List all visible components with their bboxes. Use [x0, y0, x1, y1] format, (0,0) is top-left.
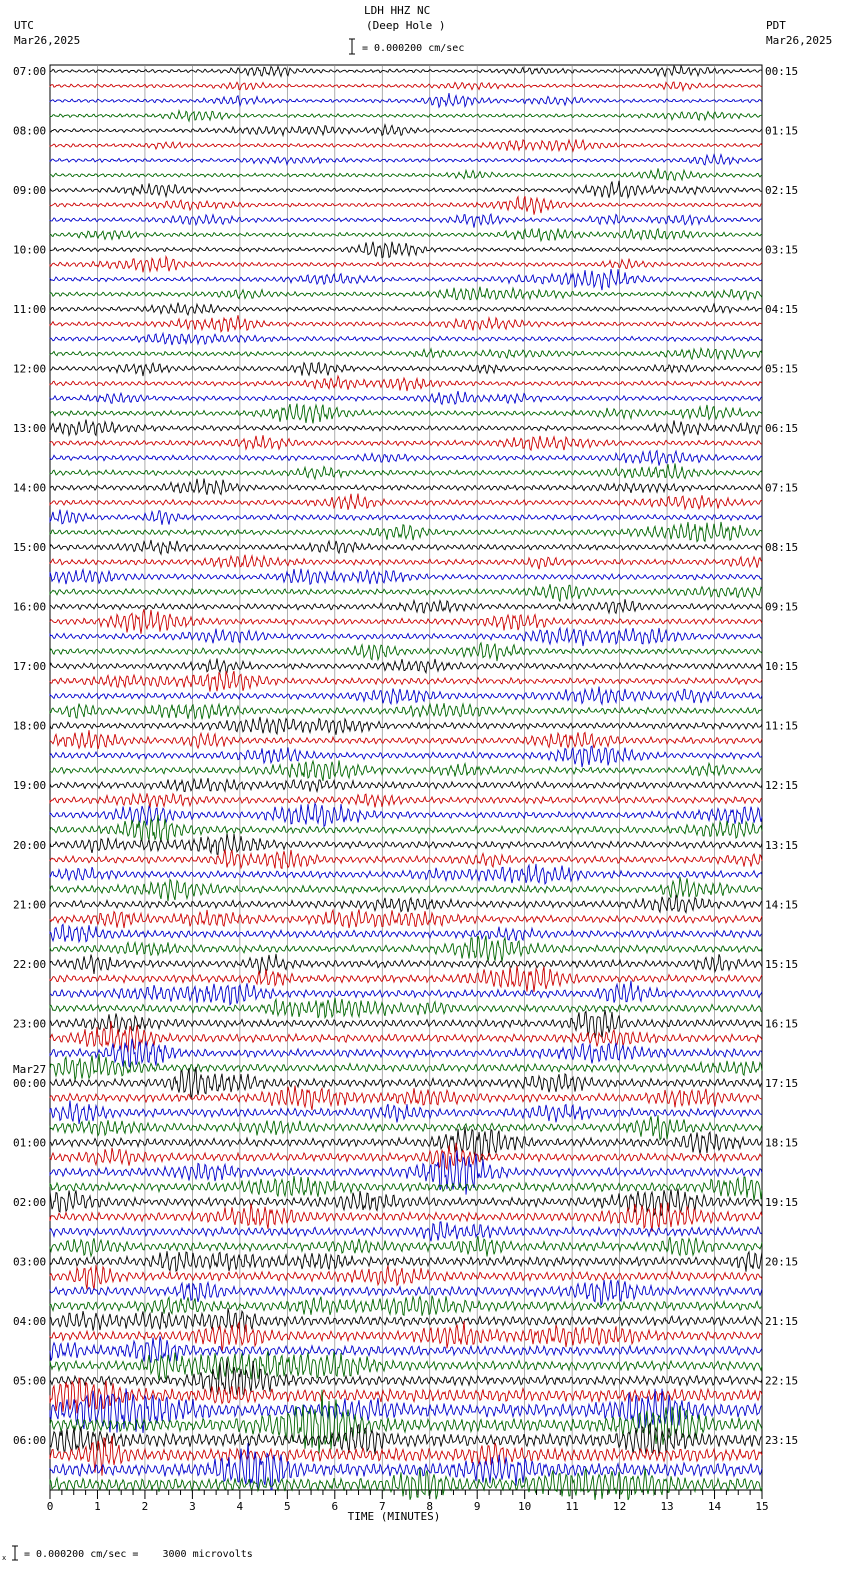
pdt-hour-label: 18:15: [765, 1136, 799, 1150]
utc-hour-label: 17:00: [13, 660, 47, 674]
trace-13: [50, 257, 762, 273]
trace-73: [50, 1143, 762, 1169]
trace-45: [50, 730, 762, 749]
trace-3: [50, 111, 762, 122]
x-tick-label: 6: [331, 1500, 339, 1513]
x-tick-label: 15: [755, 1500, 769, 1513]
trace-55: [50, 877, 762, 901]
x-tick-label: 11: [565, 1500, 579, 1513]
trace-28: [50, 479, 762, 495]
trace-52: [50, 834, 762, 855]
x-tick-label: 1: [94, 1500, 101, 1513]
trace-31: [50, 522, 762, 542]
trace-49: [50, 793, 762, 807]
trace-70: [50, 1101, 762, 1124]
trace-4: [50, 125, 762, 136]
trace-10: [50, 214, 762, 228]
trace-60: [50, 954, 762, 974]
trace-87: [50, 1351, 762, 1380]
x-tick-label: 13: [660, 1500, 674, 1513]
trace-79: [50, 1236, 762, 1256]
trace-36: [50, 599, 762, 613]
trace-61: [50, 966, 762, 993]
trace-6: [50, 155, 762, 165]
utc-hour-label: 04:00: [13, 1314, 47, 1328]
date-change-label: Mar27: [13, 1062, 47, 1076]
trace-83: [50, 1296, 762, 1316]
trace-41: [50, 671, 762, 692]
trace-78: [50, 1222, 762, 1242]
utc-hour-label: 05:00: [13, 1374, 47, 1388]
utc-hour-label: 23:00: [13, 1017, 47, 1031]
utc-hour-label: 18:00: [13, 719, 47, 733]
x-tick-label: 3: [189, 1500, 196, 1513]
pdt-hour-label: 12:15: [765, 779, 799, 793]
pdt-hour-label: 08:15: [765, 541, 799, 555]
trace-12: [50, 242, 762, 258]
trace-82: [50, 1280, 762, 1305]
x-tick-label: 4: [236, 1500, 244, 1513]
x-tick-label: 10: [518, 1500, 532, 1513]
trace-16: [50, 303, 762, 315]
trace-5: [50, 139, 762, 151]
utc-hour-label: 21:00: [13, 898, 47, 912]
trace-37: [50, 609, 762, 634]
trace-69: [50, 1086, 762, 1110]
trace-66: [50, 1039, 762, 1067]
pdt-hour-label: 13:15: [765, 838, 799, 852]
right-date: Mar26,2025: [766, 34, 833, 47]
x-tick-label: 12: [612, 1500, 627, 1513]
trace-62: [50, 981, 762, 1005]
trace-75: [50, 1176, 762, 1201]
trace-81: [50, 1265, 762, 1290]
pdt-hour-label: 11:15: [765, 719, 799, 733]
pdt-hour-label: 00:15: [765, 65, 799, 78]
trace-29: [50, 494, 762, 510]
trace-7: [50, 168, 762, 180]
utc-hour-label: 16:00: [13, 600, 47, 614]
x-tick-label: 9: [473, 1500, 481, 1513]
utc-hour-label: 10:00: [13, 243, 47, 257]
trace-39: [50, 643, 762, 661]
pdt-hour-label: 21:15: [765, 1314, 799, 1328]
trace-8: [50, 181, 762, 198]
pdt-hour-label: 16:15: [765, 1017, 799, 1031]
trace-25: [50, 435, 762, 450]
utc-hour-label: 02:00: [13, 1195, 47, 1209]
trace-24: [50, 420, 762, 436]
utc-hour-label: 12:00: [13, 362, 47, 376]
trace-42: [50, 687, 762, 705]
site-title: (Deep Hole ): [366, 19, 446, 32]
trace-22: [50, 391, 762, 404]
trace-44: [50, 717, 762, 735]
pdt-hour-label: 06:15: [765, 422, 799, 436]
utc-hour-label: 00:00: [13, 1076, 47, 1090]
trace-19: [50, 348, 762, 359]
pdt-hour-label: 17:15: [765, 1076, 799, 1090]
x-tick-label: 7: [378, 1500, 386, 1513]
trace-72: [50, 1127, 762, 1160]
trace-91: [50, 1390, 762, 1454]
trace-23: [50, 404, 762, 424]
utc-hour-label: 15:00: [13, 541, 47, 555]
utc-hour-label: 13:00: [13, 422, 47, 436]
left-date: Mar26,2025: [14, 34, 81, 47]
pdt-hour-label: 22:15: [765, 1374, 799, 1388]
pdt-hour-label: 10:15: [765, 660, 799, 674]
trace-9: [50, 196, 762, 214]
station-title: LDH HHZ NC: [364, 4, 431, 17]
pdt-hour-label: 15:15: [765, 957, 799, 971]
trace-1: [50, 82, 762, 90]
utc-hour-label: 14:00: [13, 481, 47, 495]
pdt-hour-label: 03:15: [765, 243, 799, 257]
trace-21: [50, 376, 762, 391]
utc-hour-label: 01:00: [13, 1136, 47, 1150]
trace-30: [50, 510, 762, 525]
pdt-hour-label: 23:15: [765, 1433, 799, 1447]
trace-2: [50, 93, 762, 107]
utc-hour-label: 09:00: [13, 184, 47, 198]
trace-18: [50, 333, 762, 345]
pdt-hour-label: 14:15: [765, 898, 799, 912]
pdt-hour-label: 07:15: [765, 481, 799, 495]
trace-59: [50, 936, 762, 962]
trace-51: [50, 815, 762, 842]
svg-text:x: x: [2, 1554, 7, 1562]
trace-26: [50, 451, 762, 466]
trace-35: [50, 584, 762, 601]
x-tick-label: 8: [426, 1500, 434, 1513]
left-timezone: UTC: [14, 19, 34, 32]
trace-57: [50, 909, 762, 928]
trace-80: [50, 1251, 762, 1272]
trace-20: [50, 363, 762, 377]
utc-hour-label: 20:00: [13, 838, 47, 852]
x-tick-label: 5: [284, 1500, 291, 1513]
trace-15: [50, 287, 762, 300]
trace-46: [50, 746, 762, 767]
trace-11: [50, 228, 762, 240]
trace-17: [50, 315, 762, 332]
pdt-hour-label: 20:15: [765, 1255, 799, 1269]
trace-53: [50, 849, 762, 868]
x-tick-label: 14: [707, 1500, 722, 1513]
pdt-hour-label: 02:15: [765, 184, 799, 198]
pdt-hour-label: 04:15: [765, 303, 799, 317]
utc-hour-label: 08:00: [13, 124, 47, 138]
trace-40: [50, 658, 762, 672]
trace-38: [50, 628, 762, 646]
footer-scale-bar-icon: [2, 1544, 22, 1564]
trace-14: [50, 269, 762, 290]
trace-48: [50, 778, 762, 792]
trace-33: [50, 555, 762, 570]
pdt-hour-label: 09:15: [765, 600, 799, 614]
trace-32: [50, 540, 762, 554]
trace-56: [50, 895, 762, 913]
trace-43: [50, 703, 762, 719]
trace-71: [50, 1115, 762, 1139]
pdt-hour-label: 01:15: [765, 124, 799, 138]
utc-hour-label: 07:00: [13, 65, 47, 78]
trace-58: [50, 924, 762, 941]
trace-0: [50, 66, 762, 77]
utc-hour-label: 19:00: [13, 779, 47, 793]
x-tick-label: 0: [46, 1500, 54, 1513]
trace-68: [50, 1067, 762, 1099]
trace-86: [50, 1336, 762, 1362]
pdt-hour-label: 05:15: [765, 362, 799, 376]
pdt-hour-label: 19:15: [765, 1195, 799, 1209]
footer-scale-text: = 0.000200 cm/sec = 3000 microvolts: [24, 1549, 253, 1560]
trace-34: [50, 569, 762, 585]
trace-54: [50, 864, 762, 884]
right-timezone: PDT: [766, 19, 786, 32]
x-axis-label: TIME (MINUTES): [347, 1510, 441, 1523]
utc-hour-label: 03:00: [13, 1255, 47, 1269]
scale-text: = 0.000200 cm/sec: [362, 43, 465, 54]
trace-84: [50, 1308, 762, 1332]
trace-64: [50, 1010, 762, 1038]
utc-hour-label: 06:00: [13, 1433, 47, 1447]
trace-63: [50, 998, 762, 1018]
x-tick-label: 2: [141, 1500, 149, 1513]
utc-hour-label: 11:00: [13, 303, 47, 317]
trace-47: [50, 760, 762, 781]
utc-hour-label: 22:00: [13, 957, 47, 971]
trace-27: [50, 463, 762, 479]
